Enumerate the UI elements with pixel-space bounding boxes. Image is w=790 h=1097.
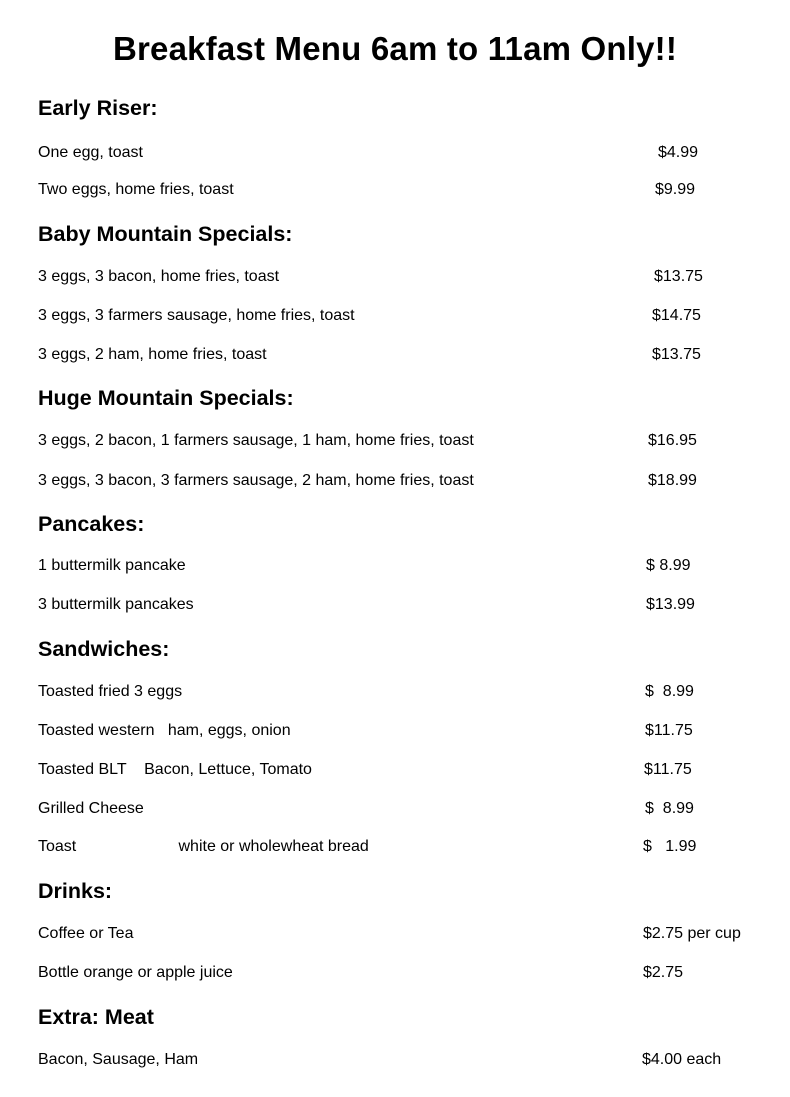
- menu-item-name: 3 eggs, 3 farmers sausage, home fries, toast: [38, 307, 355, 324]
- menu-item-name: Bottle orange or apple juice: [38, 964, 233, 981]
- menu-item-price: $4.00 each: [642, 1051, 722, 1068]
- section-heading-huge-mountain-specials: Huge Mountain Specials:: [38, 386, 294, 410]
- menu-item-name: Bacon, Sausage, Ham: [38, 1051, 199, 1068]
- menu-item-name: Toasted BLT Bacon, Lettuce, Tomato: [38, 761, 312, 778]
- menu-item-price: $18.99: [648, 472, 697, 489]
- menu-item-name: 3 eggs, 2 ham, home fries, toast: [38, 346, 267, 363]
- menu-item-price: $2.75 per cup: [643, 925, 741, 942]
- menu-item-name: Toasted fried 3 eggs: [38, 683, 183, 700]
- menu-item-price: $13.99: [646, 596, 695, 613]
- menu-item-name: Toasted western ham, eggs, onion: [38, 722, 291, 739]
- menu-item-name: 1 buttermilk pancake: [38, 557, 186, 574]
- menu-item-price: $ 8.99: [645, 800, 694, 817]
- menu-item-price: $2.75: [643, 964, 684, 981]
- section-heading-extra-meat: Extra: Meat: [38, 1005, 154, 1029]
- menu-item-price: $16.95: [648, 432, 697, 449]
- section-heading-drinks: Drinks:: [38, 879, 113, 903]
- section-heading-pancakes: Pancakes:: [38, 512, 145, 536]
- menu-item-name: 3 eggs, 3 bacon, 3 farmers sausage, 2 ham, home fries, toast: [38, 472, 474, 489]
- menu-item-price: $13.75: [654, 268, 703, 285]
- menu-item-name: Toast white or wholewheat bread: [38, 838, 369, 855]
- menu-item-price: $ 8.99: [646, 557, 691, 574]
- section-heading-sandwiches: Sandwiches:: [38, 637, 170, 661]
- menu-item-name: Two eggs, home fries, toast: [38, 181, 234, 198]
- menu-item-name: One egg, toast: [38, 144, 143, 161]
- menu-item-price: $4.99: [658, 144, 699, 161]
- menu-title: Breakfast Menu 6am to 11am Only!!: [112, 30, 678, 67]
- menu-item-price: $ 1.99: [643, 838, 697, 855]
- menu-item-name: Coffee or Tea: [38, 925, 134, 942]
- menu-item-name: 3 buttermilk pancakes: [38, 596, 194, 613]
- menu-item-price: $11.75: [645, 722, 693, 739]
- menu-item-price: $9.99: [655, 181, 696, 198]
- menu-item-name: 3 eggs, 3 bacon, home fries, toast: [38, 268, 280, 285]
- menu-item-name: Grilled Cheese: [38, 800, 144, 817]
- section-heading-baby-mountain-specials: Baby Mountain Specials:: [38, 222, 293, 246]
- menu-item-price: $11.75: [644, 761, 692, 778]
- menu-item-price: $13.75: [652, 346, 701, 363]
- menu-item-price: $ 8.99: [645, 683, 694, 700]
- menu-item-price: $14.75: [652, 307, 701, 324]
- menu-item-name: 3 eggs, 2 bacon, 1 farmers sausage, 1 ham, home fries, toast: [38, 432, 474, 449]
- section-heading-early-riser: Early Riser:: [38, 96, 158, 120]
